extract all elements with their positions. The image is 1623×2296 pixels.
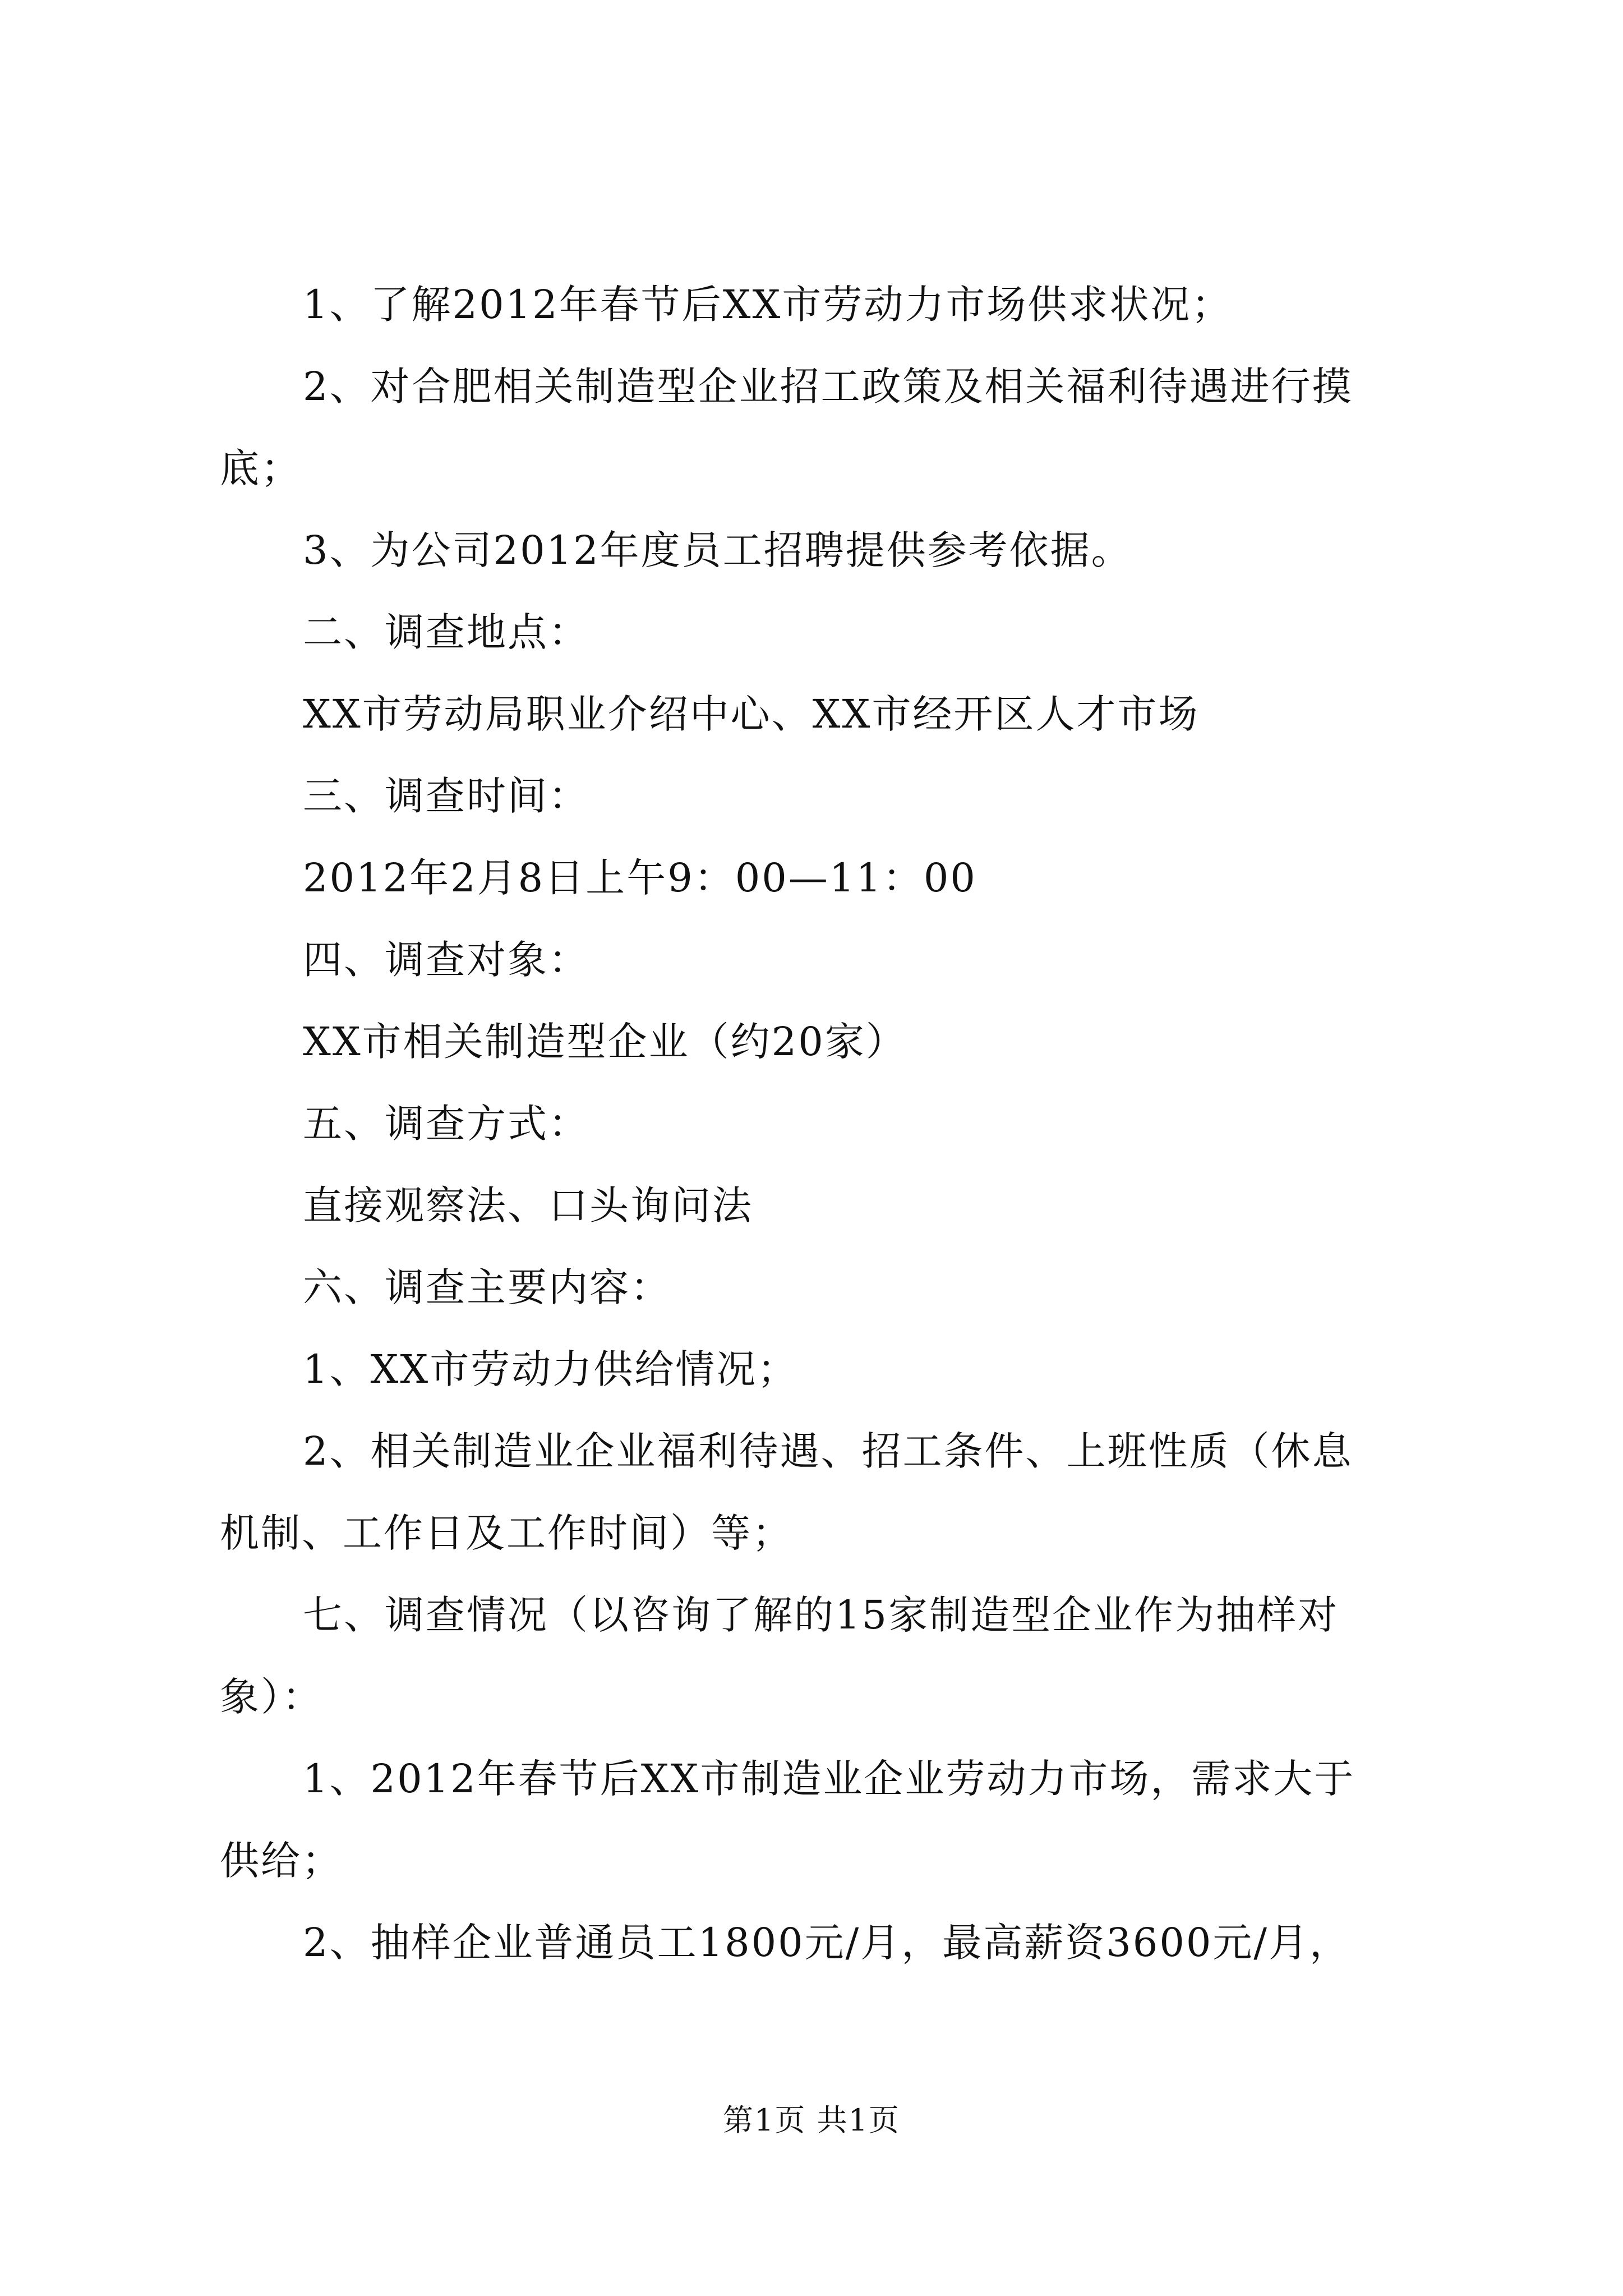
text-line: 四、调查对象： (303, 937, 589, 983)
text-line: 二、调查地点： (303, 609, 589, 655)
document-body (220, 264, 1431, 1984)
text-line: 三、调查时间： (303, 773, 589, 819)
text-line: 1、了解2012年春节后XX市劳动力市场供求状况； (303, 282, 1233, 328)
page-footer: 第1页 共1页 (723, 2102, 900, 2138)
text-line: 1、XX市劳动力供给情况； (303, 1346, 799, 1392)
text-line: 象）： (220, 1674, 323, 1720)
text-line: 2、对合肥相关制造型企业招工政策及相关福利待遇进行摸 (303, 364, 1353, 409)
text-line: 2、抽样企业普通员工1800元/月，最高薪资3600元/月， (303, 1920, 1350, 1966)
text-line: 五、调查方式： (303, 1101, 589, 1147)
text-line: 六、调查主要内容： (303, 1264, 671, 1310)
text-line: 七、调查情况（以咨询了解的15家制造型企业作为抽样对 (303, 1592, 1339, 1638)
text-line: XX市劳动局职业介绍中心、XX市经开区人才市场 (303, 691, 1200, 737)
text-line: XX市相关制造型企业（约20家） (303, 1019, 907, 1065)
text-line: 直接观察法、口头询问法 (303, 1182, 753, 1228)
text-line: 机制、工作日及工作时间）等； (220, 1510, 793, 1556)
text-line: 2012年2月8日上午9：00—11：00 (303, 855, 977, 901)
text-line: 1、2012年春节后XX市制造业企业劳动力市场，需求大于 (303, 1756, 1355, 1802)
text-line: 供给； (220, 1838, 343, 1884)
text-line: 3、为公司2012年度员工招聘提供参考依据。 (303, 527, 1132, 573)
text-line: 2、相关制造业企业福利待遇、招工条件、上班性质（休息 (303, 1428, 1353, 1474)
text-line: 底； (220, 445, 302, 491)
